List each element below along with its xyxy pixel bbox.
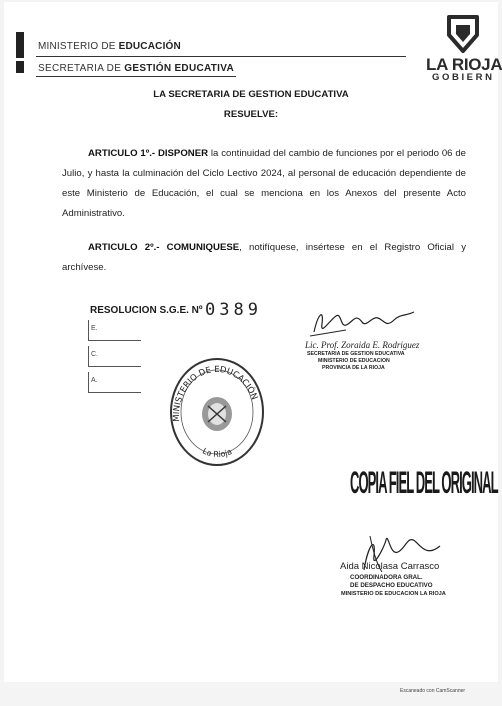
signature2-name: Aida Nicolasa Carrasco xyxy=(340,561,440,572)
scanner-footer: Escaneado con CamScanner xyxy=(400,688,466,694)
document-sheet xyxy=(4,2,498,682)
signature1-line2: MINISTERIO DE EDUCACION xyxy=(318,358,390,364)
header-rule-bottom xyxy=(36,76,236,77)
logo-subtext: GOBIERN xyxy=(432,72,495,83)
logo-text: LA RIOJA xyxy=(426,55,502,74)
resolucion-label: RESOLUCION S.G.E. Nº xyxy=(90,305,203,316)
svg-text:MINISTERIO DE EDUCACIÓN: MINISTERIO DE EDUCACIÓN xyxy=(171,364,260,422)
svg-text:La Rioja: La Rioja xyxy=(201,446,234,460)
signature1-line1: SECRETARIA DE GESTION EDUCATIVA xyxy=(307,351,405,357)
resolucion-number: 0389 xyxy=(205,300,262,320)
signature2-line2: DE DESPACHO EDUCATIVO xyxy=(350,582,433,589)
header-bar-bottom xyxy=(16,61,24,73)
signature1-name: Lic. Prof. Zoraida E. Rodriguez xyxy=(305,340,420,350)
box-e: E. xyxy=(88,320,141,341)
la-rioja-logo-icon xyxy=(446,14,480,54)
signature2-line3: MINISTERIO DE EDUCACION LA RIOJA xyxy=(341,591,446,597)
box-a: A. xyxy=(88,372,141,393)
title-resuelve: RESUELVE: xyxy=(223,109,279,120)
signature1-line3: PROVINCIA DE LA RIOJA xyxy=(322,365,385,371)
coat-of-arms-icon xyxy=(202,397,232,431)
signature-rodriguez xyxy=(306,302,418,342)
box-c: C. xyxy=(88,346,141,367)
ministry-seal xyxy=(168,356,266,468)
title-secretaria: LA SECRETARIA DE GESTION EDUCATIVA xyxy=(153,89,349,100)
header-bar-top xyxy=(16,32,24,58)
signature2-line1: COORDINADORA GRAL. xyxy=(350,574,423,581)
header-rule xyxy=(36,56,406,57)
secretaria-name: SECRETARIA DE GESTIÓN EDUCATIVA xyxy=(38,63,234,74)
articulo-1: ARTICULO 1º.- DISPONER la continuidad del cambio de funciones por el periodo 06 de Julio, y hasta la culminación del Ciclo Lectivo 2024, al personal de educación dependiente de este Ministerio de Educación, el cual se menciona en los Anexos del presente Acto Administrativo. xyxy=(62,148,467,219)
articulo-2: ARTICULO 2º.- COMUNIQUESE, notifíquese, insértese en el Registro Oficial y archívese. xyxy=(62,242,466,273)
ministry-name: MINISTERIO DE EDUCACIÓN xyxy=(38,41,181,52)
copia-fiel-stamp: COPIA FIEL DEL ORIGINAL xyxy=(350,466,498,501)
